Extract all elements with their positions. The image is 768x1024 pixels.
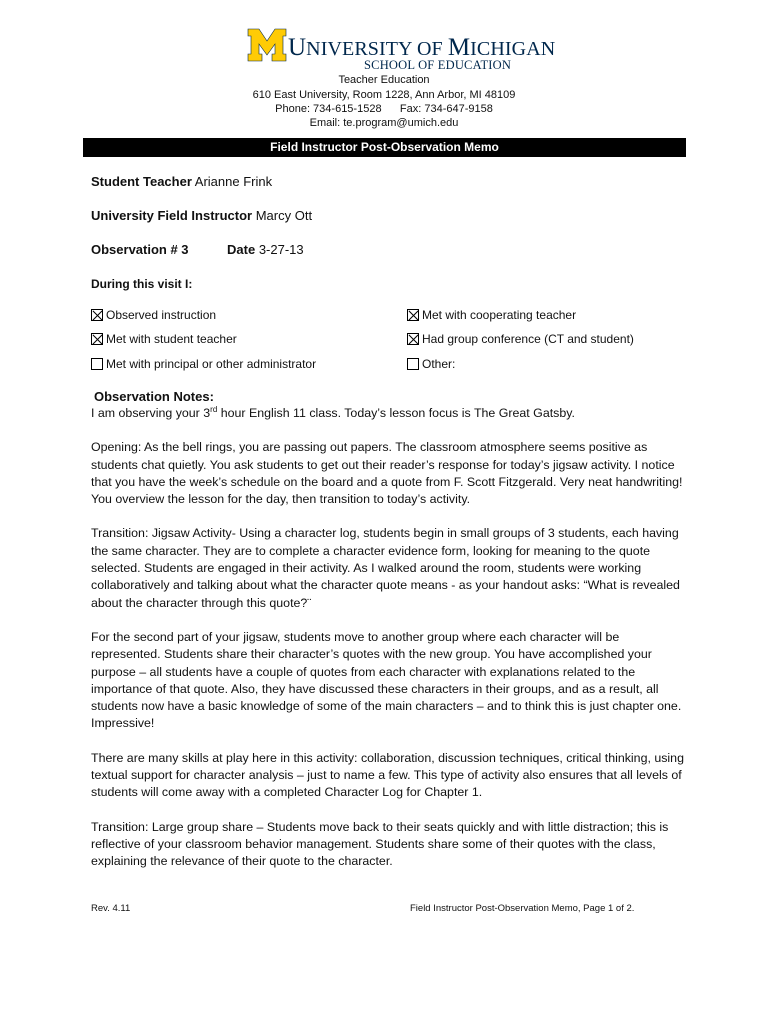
observation-notes-heading: Observation Notes: (94, 389, 214, 404)
checklist-label: Met with student teacher (106, 332, 237, 346)
checkbox[interactable] (91, 358, 103, 370)
checklist-item-observed-instruction[interactable] (91, 308, 216, 322)
date-label: Date (227, 242, 256, 257)
university-logo-block-m (247, 28, 287, 62)
notes-paragraph-jigsaw: Transition: Jigsaw Activity- Using a character log, students begin in small groups of 3 students, each having the same character. They are to complete a character evidence form, looking for meaning to the quote selected. Students are engaged in their activity. As I walked around the room, students were working collaboratively and talking about what the character quote means - as your handout asks: “What is revealed about the character through this quote?¨ (91, 526, 680, 610)
field-instructor-value: Marcy Ott (255, 208, 313, 223)
checklist-item-met-principal[interactable] (91, 357, 316, 371)
observation-notes-body (91, 405, 685, 888)
checkbox[interactable] (407, 358, 419, 370)
checklist-label: Observed instruction (106, 308, 217, 322)
checklist-label: Other: (422, 357, 456, 371)
checklist-label: Met with principal or other administrator (106, 357, 317, 371)
visit-heading: During this visit I: (91, 277, 193, 291)
checkbox[interactable] (91, 309, 103, 321)
field-instructor-label: University Field Instructor (91, 208, 253, 223)
checklist-item-group-conference[interactable] (407, 332, 634, 346)
checkbox[interactable] (407, 333, 419, 345)
checklist-item-other[interactable] (407, 357, 455, 371)
university-name: UNIVERSITY OF MICHIGAN (288, 34, 556, 61)
field-instructor-field (91, 208, 312, 223)
student-teacher-label: Student Teacher (91, 174, 192, 189)
notes-paragraph-skills: There are many skills at play here in this activity: collaboration, discussion techniques, critical thinking, using textual support for character analysis – just to name a few. This type of activity also ensures that all levels of students will come away with a completed Character Log for Chapter 1. (91, 750, 684, 800)
date-field (227, 242, 304, 257)
checklist-item-met-student-teacher[interactable] (91, 332, 237, 346)
notes-intro: I am observing your 3rd hour English 11 class. Today’s lesson focus is The Great Gatsby. (91, 404, 575, 420)
checklist-label: Had group conference (CT and student) (422, 332, 634, 346)
department-name: Teacher Education (338, 74, 430, 86)
memo-title-bar (83, 138, 686, 157)
checkbox[interactable] (407, 309, 419, 321)
notes-paragraph-opening: Opening: As the bell rings, you are passing out papers. The classroom atmosphere seems positive as students chat quietly. You ask students to get out their reader’s response for today’s jigsaw activity. I notice that you have the week’s schedule on the board and a quote from F. Scott Fitzgerald. Very neat handwriting! You overview the lesson for the day, then transition to today’s activity. (91, 440, 683, 507)
checkbox[interactable] (91, 333, 103, 345)
observation-number (91, 242, 189, 257)
student-teacher-field (91, 174, 272, 189)
notes-paragraph-second-part: For the second part of your jigsaw, students move to another group where each character will be represented. Students share their character’s quotes with the new group. You have accomplished your purpose – all students have a couple of quotes from each character with explanations related to the importance of that quote. Also, they have discussed these characters in their groups, and as a result, all students now have a basic knowledge of some of the main characters – and to think this is just chapter one. Impressive! (91, 629, 682, 731)
memo-title: Field Instructor Post-Observation Memo (270, 140, 499, 154)
checklist-label: Met with cooperating teacher (422, 308, 577, 322)
student-teacher-value: Arianne Frink (194, 174, 273, 189)
school-name: SCHOOL OF EDUCATION (364, 58, 512, 72)
email-line: Email: te.program@umich.edu (309, 117, 459, 129)
revision-label: Rev. 4.11 (91, 903, 131, 914)
notes-paragraph-large-group: Transition: Large group share – Students move back to their seats quickly and with little distraction; this is reflective of your classroom behavior management. Students share some of their quotes with the class, explaining the relevance of their quote to the character. (91, 819, 669, 869)
date-value: 3-27-13 (258, 242, 304, 257)
observation-number-label: Observation # 3 (91, 242, 189, 257)
phone-fax-line: Phone: 734-615-1528 Fax: 734-647-9158 (275, 103, 493, 115)
checklist-item-met-cooperating-teacher[interactable] (407, 308, 576, 322)
address-line: 610 East University, Room 1228, Ann Arbor, MI 48109 (252, 89, 516, 101)
page-number-label: Field Instructor Post-Observation Memo, Page 1 of 2. (410, 903, 635, 914)
